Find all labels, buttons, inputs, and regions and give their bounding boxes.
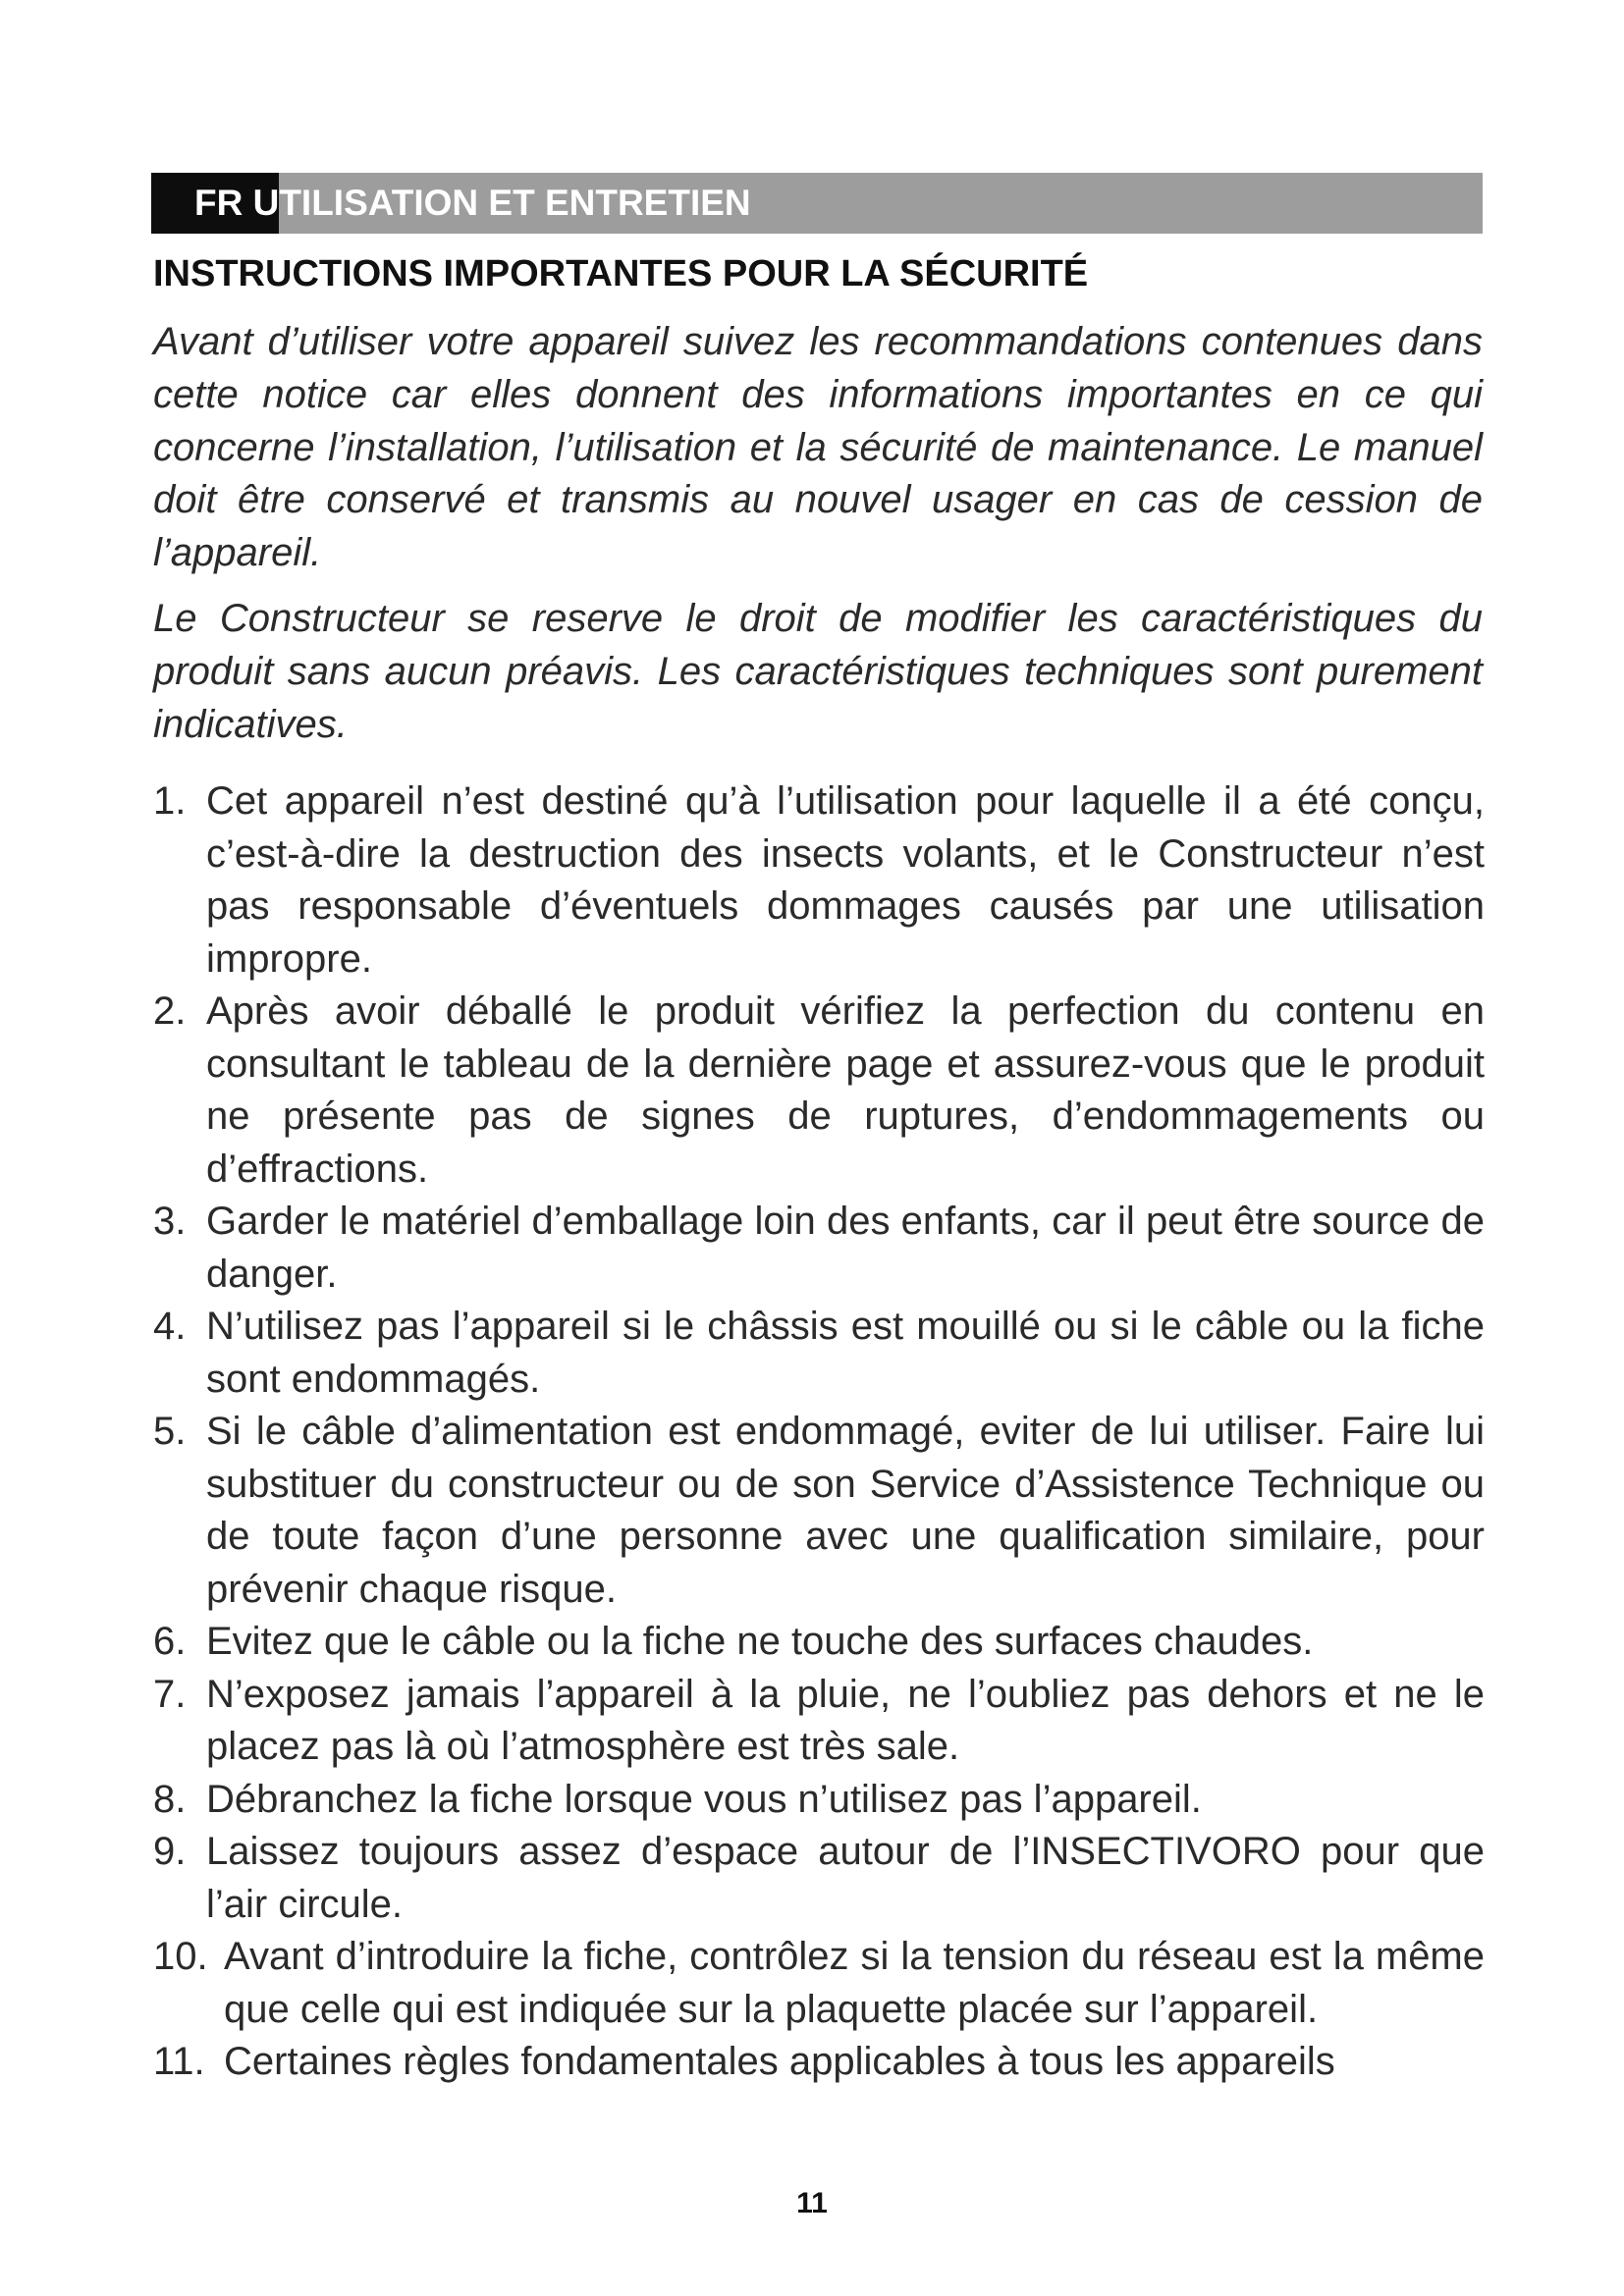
item-number: 3. — [153, 1200, 187, 1243]
item-number: 7. — [153, 1672, 187, 1716]
language-code: FR — [194, 183, 244, 223]
list-item — [153, 1774, 1485, 1827]
list-item — [153, 1669, 1485, 1774]
item-number: 4. — [153, 1305, 187, 1348]
list-item — [153, 1616, 1485, 1669]
list-item — [153, 1406, 1485, 1616]
list-item — [153, 1301, 1485, 1406]
item-text: Avant d’introduire la fiche, contrôlez si la tension du réseau est la même que celle qui est indiquée sur la plaquette placée sur l’appareil. — [224, 1935, 1485, 2031]
list-item — [153, 1931, 1485, 2036]
item-number: 5. — [153, 1410, 187, 1453]
item-text: Certaines règles fondamentales applicables à tous les appareils — [224, 2040, 1335, 2083]
item-number: 2. — [153, 989, 187, 1033]
intro-paragraph: Le Constructeur se reserve le droit de modifier les caractéristiques du produit sans aucun préavis. Les caractéristiques techniques sont purement indicatives. — [153, 597, 1483, 746]
list-item — [153, 1826, 1485, 1931]
section-title: UTILISATION ET ENTRETIEN — [252, 183, 751, 223]
section-header-bar — [151, 173, 1483, 234]
item-text: Si le câble d’alimentation est endommagé, eviter de lui utiliser. Faire lui substituer du constructeur ou de son Service d’Assistence Technique ou de toute façon d’une personne avec une qualification similaire, pour prévenir chaque risque. — [206, 1410, 1485, 1611]
item-text: Après avoir déballé le produit vérifiez la perfection du contenu en consultant le tableau de la dernière page et assurez-vous que le produit ne présente pas de signes de ruptures, d’endommagements ou d’effractions. — [206, 989, 1485, 1191]
intro-paragraph: Avant d’utiliser votre appareil suivez les recommandations contenues dans cette notice car elles donnent des informations importantes en ce qui concerne l’installation, l’utilisation et la sécurité de maintenance. Le manuel doit être conservé et transmis au nouvel usager en cas de cession de l’appareil. — [153, 320, 1483, 575]
item-number: 11. — [153, 2040, 205, 2083]
item-number: 6. — [153, 1620, 187, 1663]
item-text: Evitez que le câble ou la fiche ne touche des surfaces chaudes. — [206, 1620, 1314, 1663]
section-header-text — [194, 173, 751, 234]
item-number: 8. — [153, 1777, 187, 1821]
item-text: Débranchez la fiche lorsque vous n’utilisez pas l’appareil. — [206, 1777, 1202, 1821]
item-number: 9. — [153, 1830, 187, 1873]
list-item — [153, 1196, 1485, 1301]
page-number: 11 — [796, 2187, 828, 2219]
list-item — [153, 2036, 1485, 2089]
safety-instructions-list — [153, 775, 1485, 2089]
item-text: Garder le matériel d’emballage loin des enfants, car il peut être source de danger. — [206, 1200, 1485, 1296]
item-text: Laissez toujours assez d’espace autour de l’INSECTIVORO pour que l’air circule. — [206, 1830, 1485, 1926]
list-item — [153, 775, 1485, 986]
item-text: N’exposez jamais l’appareil à la pluie, ne l’oubliez pas dehors et ne le placez pas là où l’atmosphère est très sale. — [206, 1672, 1485, 1768]
item-text: Cet appareil n’est destiné qu’à l’utilisation pour laquelle il a été conçu, c’est-à-dire la destruction des insects volants, et le Constructeur n’est pas responsable d’éventuels dommages causés par une utilisation impropre. — [206, 779, 1485, 981]
list-item — [153, 986, 1485, 1196]
page-title: INSTRUCTIONS IMPORTANTES POUR LA SÉCURITÉ — [153, 253, 1089, 294]
item-number: 10. — [153, 1935, 208, 1978]
item-text: N’utilisez pas l’appareil si le châssis est mouillé ou si le câble ou la fiche sont endommagés. — [206, 1305, 1485, 1401]
item-number: 1. — [153, 779, 187, 823]
